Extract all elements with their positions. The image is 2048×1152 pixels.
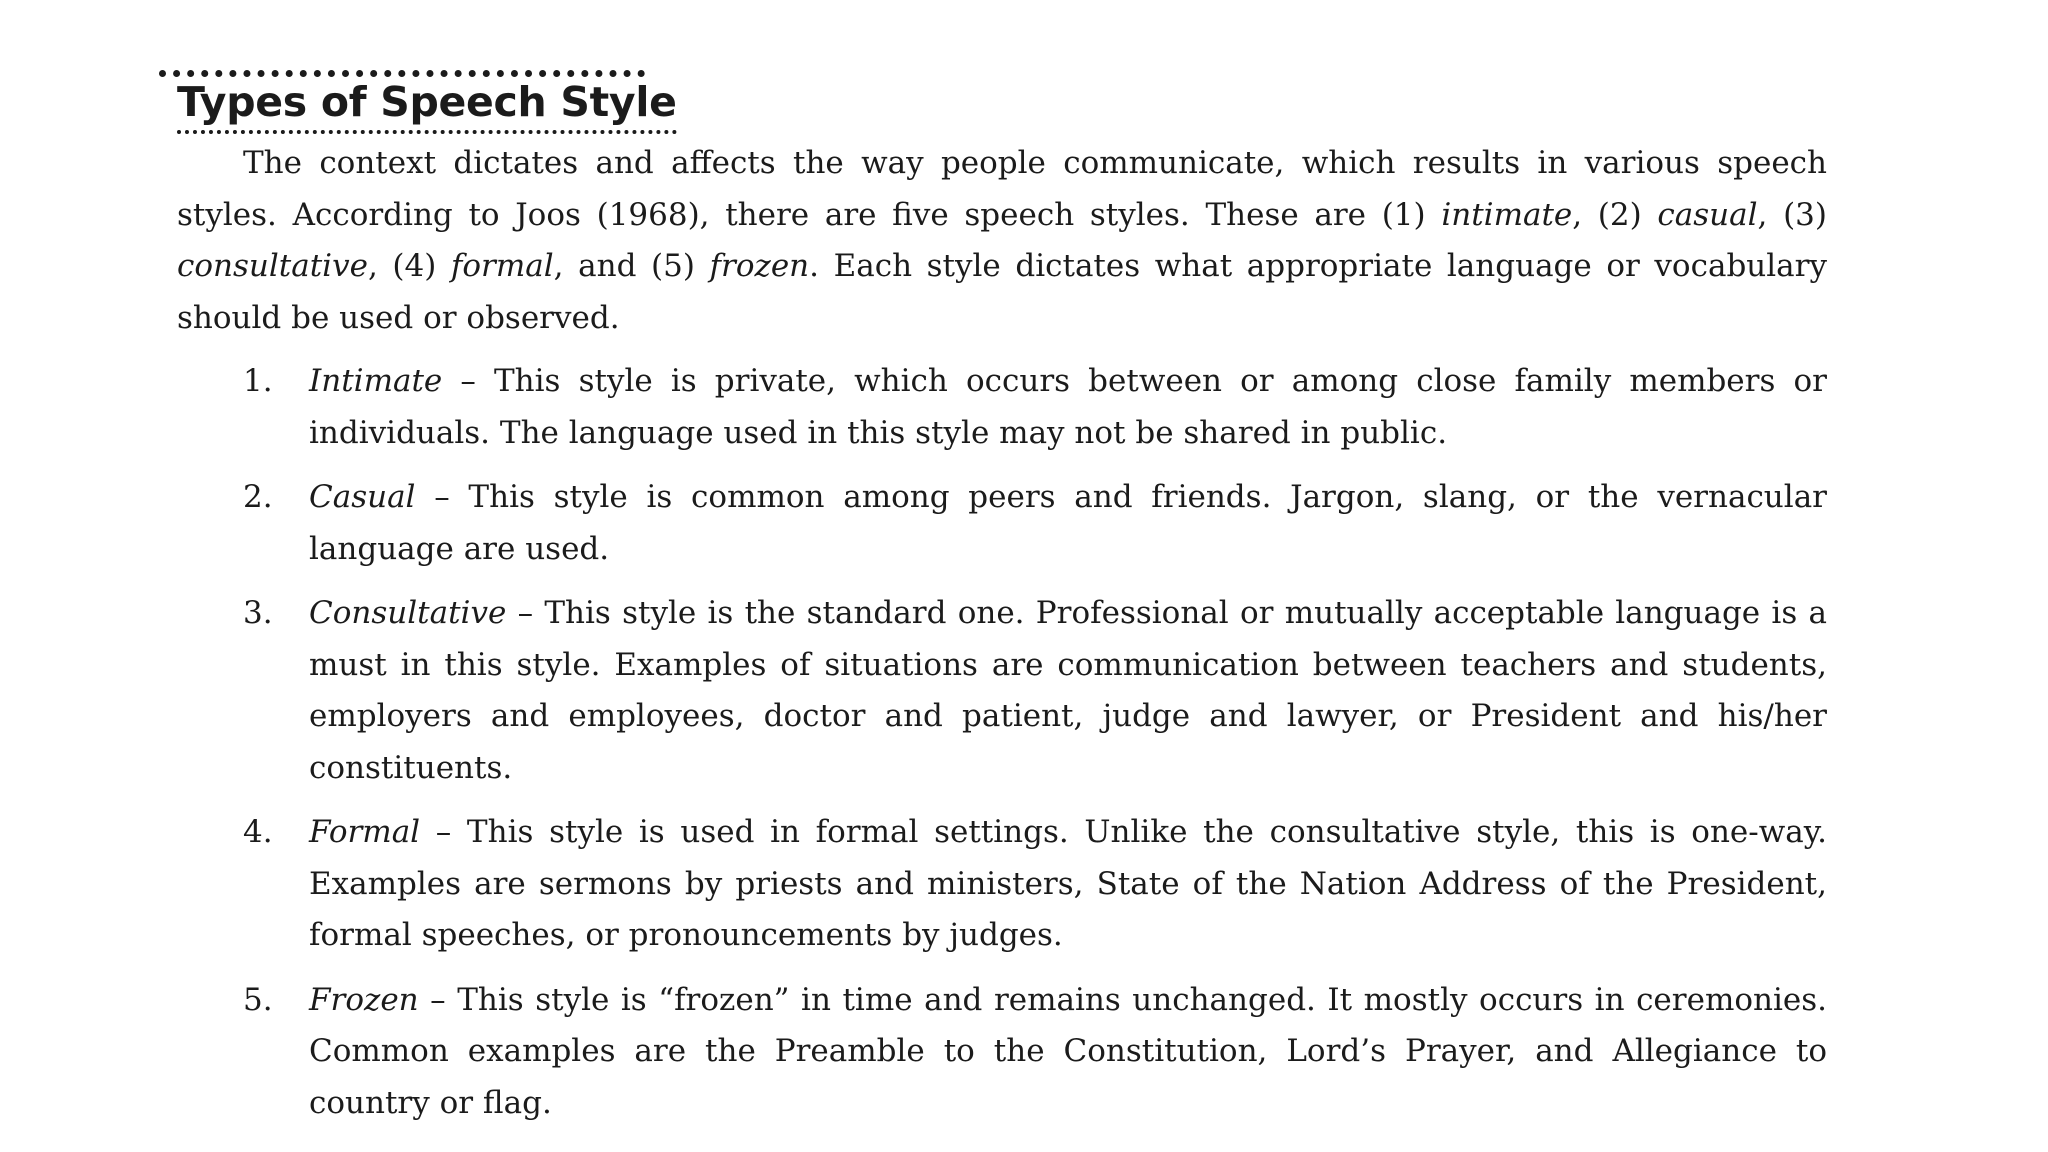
list-item-description: – This style is private, which occurs between or among close family members or individuals. The language used in this style may not be shared in public. — [309, 363, 1827, 451]
list-item — [177, 975, 1827, 1130]
list-item-term: Intimate — [309, 363, 443, 399]
list-item-description: – This style is “frozen” in time and remains unchanged. It mostly occurs in ceremonies. Common examples are the Preamble to the Constitution, Lord’s Prayer, and Allegiance to country or flag. — [309, 981, 1827, 1121]
section-heading-block — [177, 70, 677, 134]
intro-text: The context dictates and affects the way people communicate, which results in various speech styles. According to Joos (1968), there are five speech styles. These are (1) — [177, 145, 1827, 233]
list-item — [177, 588, 1827, 794]
dotted-rule-top — [159, 70, 645, 77]
intro-text: , (2) — [1572, 196, 1658, 233]
intro-paragraph — [177, 138, 1827, 344]
list-item-description: – This style is common among peers and friends. Jargon, slang, or the vernacular language are used. — [309, 479, 1827, 567]
list-item-description: – This style is used in formal settings. Unlike the consultative style, this is one-way. Examples are sermons by priests and ministers, State of the Nation Address of the President, formal speeches, or pronouncements by judges. — [309, 814, 1827, 953]
intro-text: , (4) — [367, 248, 451, 284]
dotted-rule-bottom — [177, 130, 677, 134]
list-item-term: Frozen — [309, 981, 419, 1018]
list-item-term: Consultative — [309, 595, 507, 631]
list-item-description: – This style is the standard one. Professional or mutually acceptable language is a must in this style. Examples of situations are communication between teachers and students, employers and employees, doctor and patient, judge and lawyer, or President and his/her constituents. — [309, 595, 1827, 786]
list-item-number: 4. — [243, 814, 273, 850]
style-term-consultative: consultative — [177, 248, 368, 284]
intro-text: , and (5) — [553, 248, 710, 284]
intro-text: , (3) — [1757, 196, 1828, 233]
style-term-formal: formal — [450, 248, 554, 284]
list-item-term: Formal — [309, 814, 421, 850]
speech-style-list — [177, 356, 1827, 1129]
list-item — [177, 356, 1827, 459]
style-term-frozen: frozen — [709, 248, 810, 284]
list-item — [177, 472, 1827, 575]
list-item-term: Casual — [309, 479, 416, 515]
list-item-number: 2. — [243, 479, 273, 515]
style-term-casual: casual — [1657, 196, 1758, 233]
document-page — [177, 70, 1827, 1142]
style-term-intimate: intimate — [1441, 196, 1573, 233]
list-item — [177, 807, 1827, 962]
list-item-number: 1. — [243, 363, 273, 399]
section-title: Types of Speech Style — [177, 78, 677, 126]
list-item-number: 3. — [243, 595, 273, 631]
list-item-number: 5. — [243, 981, 273, 1018]
intro-text: . Each style dictates what appropriate language or vocabulary should be used or observed. — [177, 248, 1827, 336]
